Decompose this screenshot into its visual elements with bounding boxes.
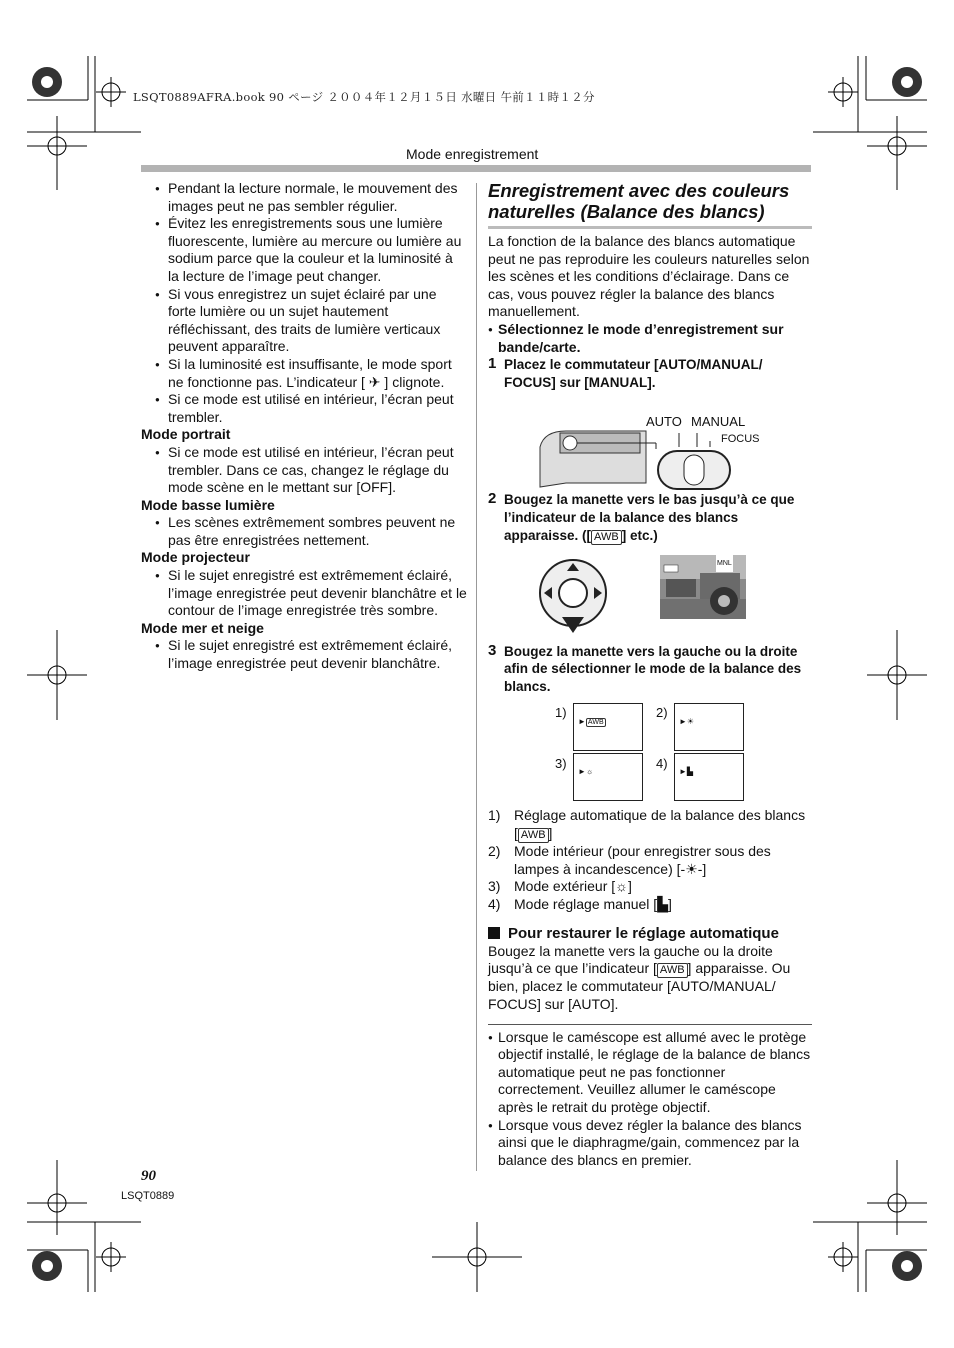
step-1: [488, 356, 812, 391]
square-icon: [488, 927, 500, 939]
step-2: [488, 491, 812, 544]
awb-icon: AWB: [518, 828, 549, 843]
list-item: 1) Réglage automatique de la balance des blancs [ AWB ]: [488, 807, 806, 841]
bullet: ● Si le sujet enregistré est extrêmement éclairé, l’image enregistrée peut devenir blanchâtre et le contour de l’image enregistrée très sombre.: [141, 567, 467, 620]
sun-icon: ►☼: [578, 767, 594, 777]
divider: [488, 1024, 812, 1025]
subheading: Pour restaurer le réglage automatique: [488, 925, 812, 943]
bullet: ● Les scènes extrêmement sombres peuvent ne pas être enregistrées nettement.: [141, 514, 467, 549]
bullet: ● Pendant la lecture normale, le mouvement des images peut ne pas sembler régulier.: [141, 180, 467, 215]
step-3: [488, 643, 812, 696]
step-number: 2: [488, 490, 497, 508]
section-heading: Enregistrement avec des couleurs naturelles (Balance des blancs): [488, 180, 812, 229]
screen-label: 4): [656, 756, 668, 772]
restore-text: Bougez la manette vers la gauche ou la droite jusqu’à ce que l’indicateur [ AWB ] apparaisse. Ou bien, placez le commutateur [AUTO/MANUAL/ FOCUS] sur [AUTO].: [488, 942, 791, 1013]
bullet: ● Évitez les enregistrements sous une lumière fluorescente, lumière au mercure ou lumière au sodium parce que la couleur et la luminosité à la lecture de l’image peut changer.: [141, 215, 467, 285]
mnl-indicator: MNL: [716, 555, 733, 573]
joystick-illustration: [488, 545, 812, 643]
bullet: ● Sélectionnez le mode d’enregistrement sur bande/carte.: [488, 321, 812, 356]
sun-icon: ☼: [615, 878, 629, 895]
camera-switch-icon: [536, 427, 736, 491]
indoor-icon: ►☀: [679, 717, 695, 727]
screen-indoor: [674, 703, 744, 751]
step-text: Placez le commutateur [AUTO/MANUAL/ FOCUS] sur [MANUAL].: [504, 357, 763, 390]
list-item: 2) Mode intérieur (pour enregistrer sous des lampes à incandescence) [-☀-]: [488, 842, 771, 877]
model-code: LSQT0889: [121, 1190, 175, 1202]
bullet: ● Si la luminosité est insuffisante, le mode sport ne fonctionne pas. L’indicateur [ ✈ ] clignote.: [141, 356, 467, 391]
viewfinder-screen: [660, 555, 746, 619]
screen-manual: [674, 753, 744, 801]
awb-icon: ► AWB: [578, 717, 604, 727]
indoor-icon: -☀-: [680, 860, 703, 877]
screen-label: 2): [656, 705, 668, 721]
screen-outdoor: [573, 753, 643, 801]
file-info-line: LSQT0889AFRA.book 90 ページ ２００４年１２月１５日 水曜日 午前１１時１２分: [133, 90, 595, 104]
label-focus: FOCUS: [721, 433, 760, 446]
step-number: 3: [488, 641, 497, 659]
wb-mode-screens: [488, 695, 812, 807]
screen-label: 1): [555, 705, 567, 721]
left-column: [141, 180, 467, 673]
heading-portrait: Mode portrait: [141, 426, 231, 443]
list-item: 4) Mode réglage manuel [▙]: [488, 895, 672, 912]
column-divider: [476, 183, 477, 1171]
manual-wb-icon: ►▙: [679, 767, 694, 777]
step-text: Bougez la manette vers le bas jusqu’à ce que l’indicateur de la balance des blancs apparaisse. ([: [504, 492, 795, 543]
label-auto: AUTO: [646, 414, 682, 430]
list-item: 3) Mode extérieur [☼]: [488, 878, 632, 895]
switch-illustration: [488, 391, 812, 491]
bullet: ● Lorsque le caméscope est allumé avec le protège objectif installé, le réglage de la balance de blancs automatique peut ne pas fonctionner correctement. Veuillez allumer le caméscope après le retrait du protège objectif.: [488, 1029, 812, 1117]
manual-wb-icon: ▙: [657, 895, 668, 912]
step-number: 1: [488, 355, 497, 373]
screen-awb: [573, 703, 643, 751]
page-number: 90: [141, 1168, 156, 1184]
intro-text: La fonction de la balance des blancs automatique peut ne pas reproduire les couleurs naturelles selon les scènes et les conditions d’éclairage. Dans ce cas, vous pouvez régler la balance des blancs manuellement.: [488, 233, 810, 320]
bullet: ● Si ce mode est utilisé en intérieur, l’écran peut trembler. Dans ce cas, changez le réglage du mode scène en le mettant sur [OFF].: [141, 444, 467, 497]
bullet: ● Si ce mode est utilisé en intérieur, l’écran peut trembler.: [141, 391, 467, 426]
bullet: ● Si vous enregistrez un sujet éclairé par une forte lumière ou un sujet hautement réfléchissant, des traits de lumière verticaux peuvent apparaître.: [141, 286, 467, 356]
heading-spotlight: Mode projecteur: [141, 549, 250, 566]
screen-label: 3): [555, 756, 567, 772]
label-manual: MANUAL: [691, 414, 746, 430]
header-bar: [141, 165, 811, 172]
heading-surf-snow: Mode mer et neige: [141, 619, 264, 636]
step-text: ] etc.): [621, 527, 658, 543]
step-text: Bougez la manette vers la gauche ou la droite afin de sélectionner le mode de la balance des blancs.: [504, 643, 802, 694]
right-column: [488, 180, 812, 1169]
bullet: ● Lorsque vous devez régler la balance des blancs ainsi que le diaphragme/gain, commencez par la balance des blancs en premier.: [488, 1117, 812, 1170]
heading-low-light: Mode basse lumière: [141, 496, 275, 513]
bullet: ● Si le sujet enregistré est extrêmement éclairé, l’image enregistrée peut devenir blanchâtre.: [141, 637, 467, 672]
section-title: Mode enregistrement: [406, 146, 539, 162]
joystick-icon: [538, 557, 610, 635]
awb-icon: AWB: [591, 530, 622, 545]
awb-icon: AWB: [657, 963, 688, 978]
